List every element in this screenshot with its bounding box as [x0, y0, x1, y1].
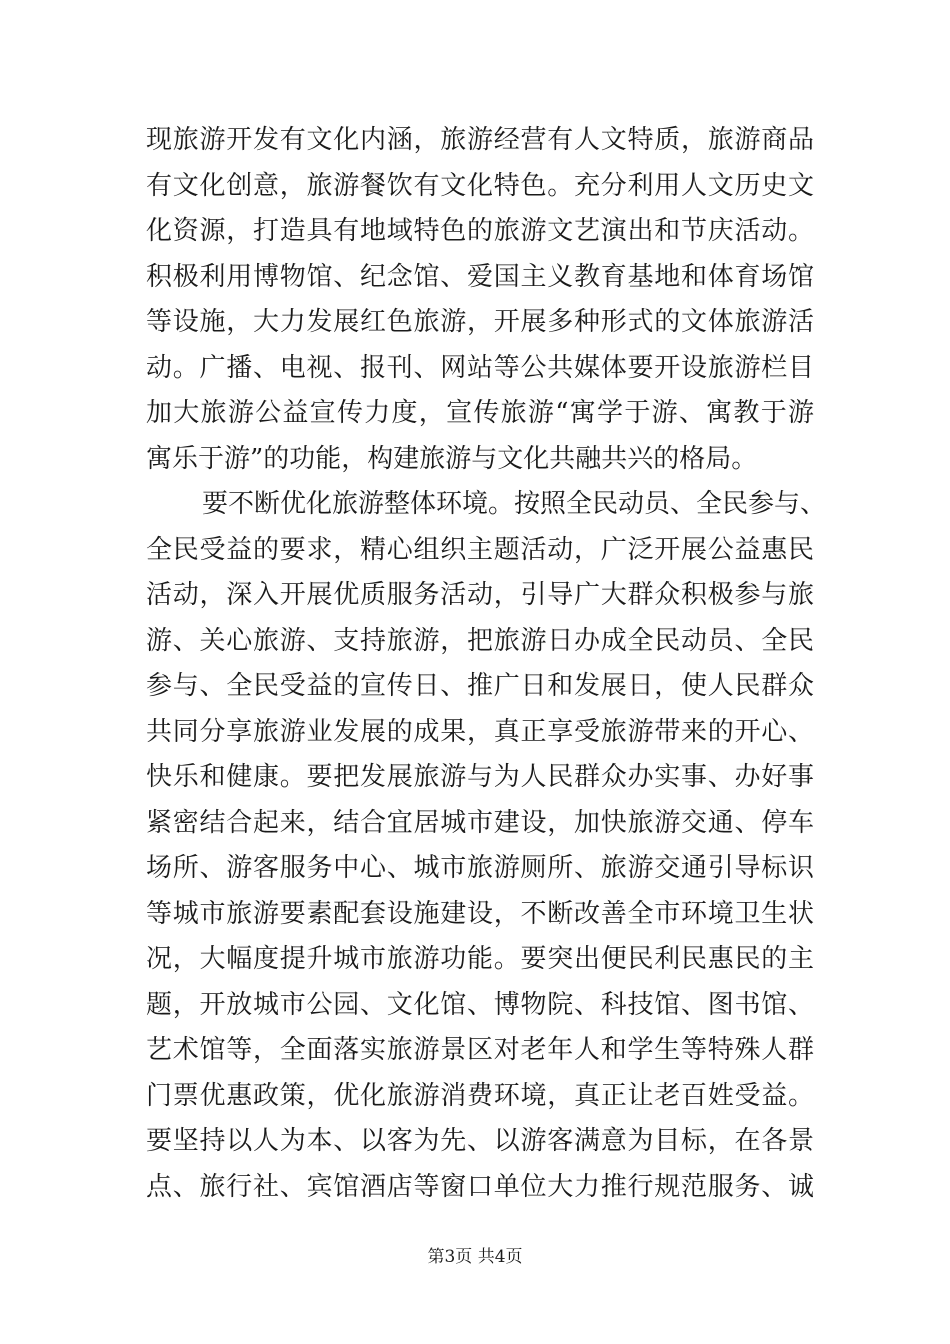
text-line: 化资源，打造具有地域特色的旅游文艺演出和节庆活动。 [146, 216, 814, 246]
text-line: 有文化创意，旅游餐饮有文化特色。充分利用人文历史文 [146, 170, 814, 201]
text-line: 共同分享旅游业发展的成果，真正享受旅游带来的开心、 [146, 716, 814, 747]
text-line: 等城市旅游要素配套设施建设，不断改善全市环境卫生状 [146, 898, 814, 929]
text-line: 等设施，大力发展红色旅游，开展多种形式的文体旅游活 [146, 307, 814, 337]
text-line: 全民受益的要求，精心组织主题活动，广泛开展公益惠民 [146, 534, 814, 565]
text-line: 寓乐于游”的功能，构建旅游与文化共融共兴的格局。 [146, 443, 758, 474]
body-text [146, 118, 827, 1210]
paragraph-start-line: 要不断优化旅游整体环境。按照全民动员、全民参与、 [202, 489, 827, 519]
text-line: 点、旅行社、宾馆酒店等窗口单位大力推行规范服务、诚 [146, 1171, 814, 1202]
text-line: 现旅游开发有文化内涵，旅游经营有人文特质，旅游商品 [146, 125, 814, 155]
text-line: 游、关心旅游、支持旅游，把旅游日办成全民动员、全民 [146, 625, 814, 656]
text-line: 动。广播、电视、报刊、网站等公共媒体要开设旅游栏目 [146, 352, 814, 383]
text-line: 题，开放城市公园、文化馆、博物院、科技馆、图书馆、 [146, 989, 814, 1020]
text-line: 艺术馆等，全面落实旅游景区对老年人和学生等特殊人群 [146, 1035, 814, 1065]
text-line: 活动，深入开展优质服务活动，引导广大群众积极参与旅 [146, 580, 814, 610]
page-number-footer: 第3页 共4页 [427, 1247, 523, 1267]
text-line: 积极利用博物馆、纪念馆、爱国主义教育基地和体育场馆 [146, 261, 814, 292]
text-line: 参与、全民受益的宣传日、推广日和发展日，使人民群众 [146, 671, 814, 701]
text-line: 况，大幅度提升城市旅游功能。要突出便民利民惠民的主 [146, 944, 814, 974]
text-line: 加大旅游公益宣传力度，宣传旅游“寓学于游、寓教于游 [146, 398, 814, 428]
text-line: 紧密结合起来，结合宜居城市建设，加快旅游交通、停车 [146, 807, 814, 838]
text-line: 门票优惠政策，优化旅游消费环境，真正让老百姓受益。 [146, 1080, 814, 1111]
text-line: 场所、游客服务中心、城市旅游厕所、旅游交通引导标识 [146, 853, 814, 883]
text-line: 快乐和健康。要把发展旅游与为人民群众办实事、办好事 [146, 762, 814, 792]
text-line: 要坚持以人为本、以客为先、以游客满意为目标，在各景 [146, 1126, 814, 1156]
